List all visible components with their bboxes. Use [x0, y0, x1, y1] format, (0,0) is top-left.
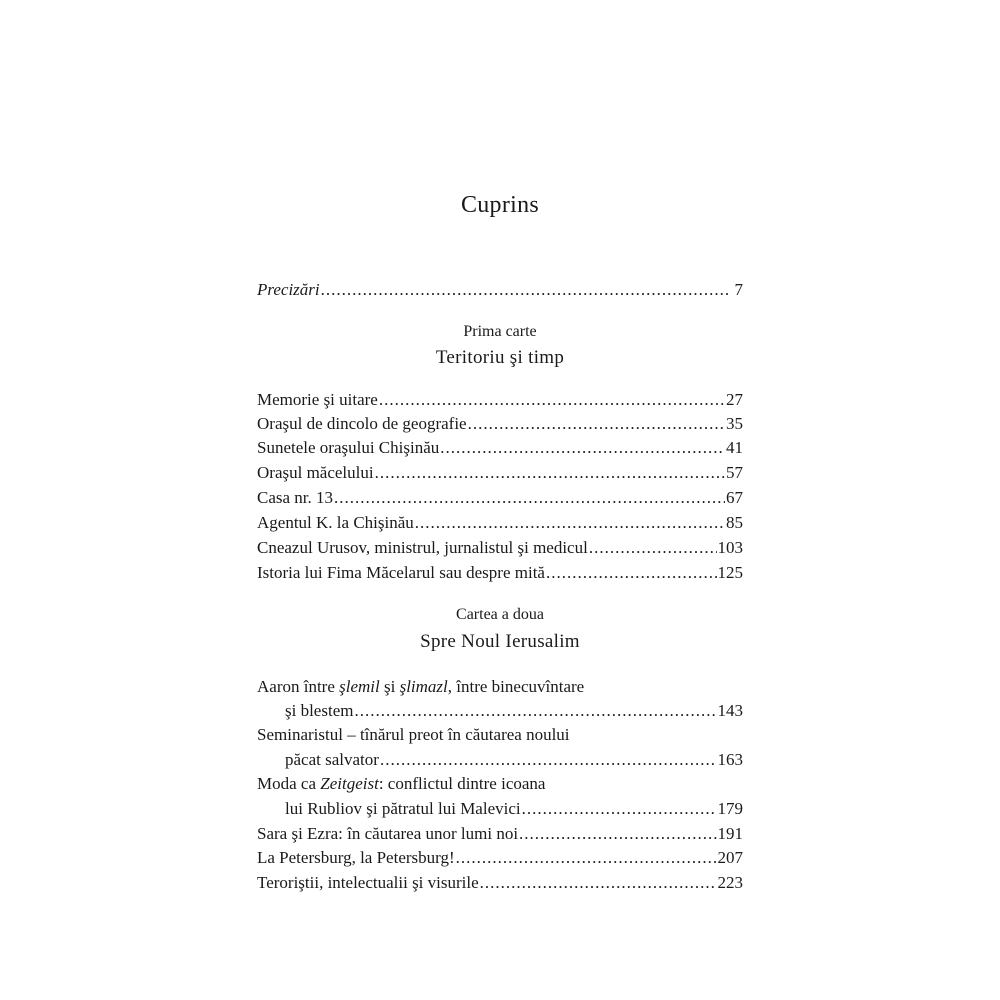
dot-leader: [334, 486, 725, 510]
dot-leader: [519, 822, 716, 846]
toc-entry: [257, 822, 743, 846]
toc-entry-label: Memorie şi uitare: [257, 390, 378, 409]
dot-leader: [375, 461, 725, 485]
toc-entry-page: 191: [717, 824, 743, 843]
toc-entry-intro: [257, 278, 743, 302]
page-title: Cuprins: [460, 192, 540, 218]
toc-entry-line1: Aaron între şlemil şi şlimazl, între binecuvîntare: [257, 677, 585, 696]
toc-entry-page: 207: [717, 848, 743, 867]
dot-leader: [440, 436, 725, 460]
toc-entry-line1: Seminaristul – tînărul preot în căutarea noului: [257, 725, 570, 744]
toc-entry-page: 85: [726, 513, 743, 532]
toc-entry-label: Sunetele oraşului Chişinău: [257, 438, 440, 457]
toc-entry-page: 103: [717, 538, 743, 557]
toc-entry-page: 143: [717, 701, 743, 720]
book2-label: Cartea a doua: [456, 606, 544, 623]
dot-leader: [546, 561, 717, 585]
toc-entry-page: 67: [726, 488, 743, 507]
toc-entry-label: Sara şi Ezra: în căutarea unor lumi noi: [257, 824, 519, 843]
toc-entry: [257, 388, 743, 412]
toc-entry-label: Istoria lui Fima Măcelarul sau despre mită: [257, 563, 545, 582]
toc-entry: [257, 511, 743, 535]
toc-entry-page: 179: [717, 799, 743, 818]
toc-entry-label: Precizări: [257, 280, 320, 299]
dot-leader: [354, 699, 716, 723]
toc-entry-page: 57: [726, 463, 743, 482]
toc-entry-label: şi blestem: [285, 701, 354, 720]
toc-entry-label: Agentul K. la Chişinău: [257, 513, 414, 532]
toc-entry: [257, 412, 743, 436]
toc-entry: [285, 797, 743, 821]
toc-entry-label: Oraşul măcelului: [257, 463, 374, 482]
toc-entry: [257, 846, 743, 870]
toc-entry-label: Casa nr. 13: [257, 488, 334, 507]
toc-entry-label: Teroriştii, intelectualii şi visurile: [257, 873, 479, 892]
toc-entry: [257, 486, 743, 510]
toc-entry-page: 35: [726, 414, 743, 433]
toc-entry: [257, 436, 743, 460]
toc-entry: [257, 561, 743, 585]
toc-entry-label: La Petersburg, la Petersburg!: [257, 848, 455, 867]
toc-entry-label: lui Rubliov şi pătratul lui Malevici: [285, 799, 521, 818]
toc-entry-page: 7: [734, 280, 743, 299]
toc-entry-label: păcat salvator: [285, 750, 379, 769]
toc-entry: [285, 699, 743, 723]
toc-entry: [257, 461, 743, 485]
book1-title: Teritoriu şi timp: [435, 347, 565, 368]
dot-leader: [321, 278, 728, 302]
dot-leader: [589, 536, 717, 560]
dot-leader: [379, 388, 725, 412]
toc-entry-line1: Moda ca Zeitgeist: conflictul dintre icoana: [257, 774, 546, 793]
toc-entry-label: Cneazul Urusov, ministrul, jurnalistul şi medicul: [257, 538, 588, 557]
toc-entry-page: 163: [717, 750, 743, 769]
toc-entry-page: 27: [726, 390, 743, 409]
toc-entry-label: Oraşul de dincolo de geografie: [257, 414, 467, 433]
dot-leader: [415, 511, 725, 535]
book1-label: Prima carte: [463, 323, 537, 340]
dot-leader: [522, 797, 717, 821]
toc-entry: [257, 871, 743, 895]
toc-entry: [285, 748, 743, 772]
toc-entry-page: 125: [717, 563, 743, 582]
dot-leader: [480, 871, 717, 895]
toc-entry-page: 41: [726, 438, 743, 457]
toc-entry-page: 223: [717, 873, 743, 892]
dot-leader: [456, 846, 717, 870]
book2-title: Spre Noul Ierusalim: [420, 631, 580, 652]
toc-entry: [257, 536, 743, 560]
dot-leader: [380, 748, 717, 772]
dot-leader: [468, 412, 725, 436]
